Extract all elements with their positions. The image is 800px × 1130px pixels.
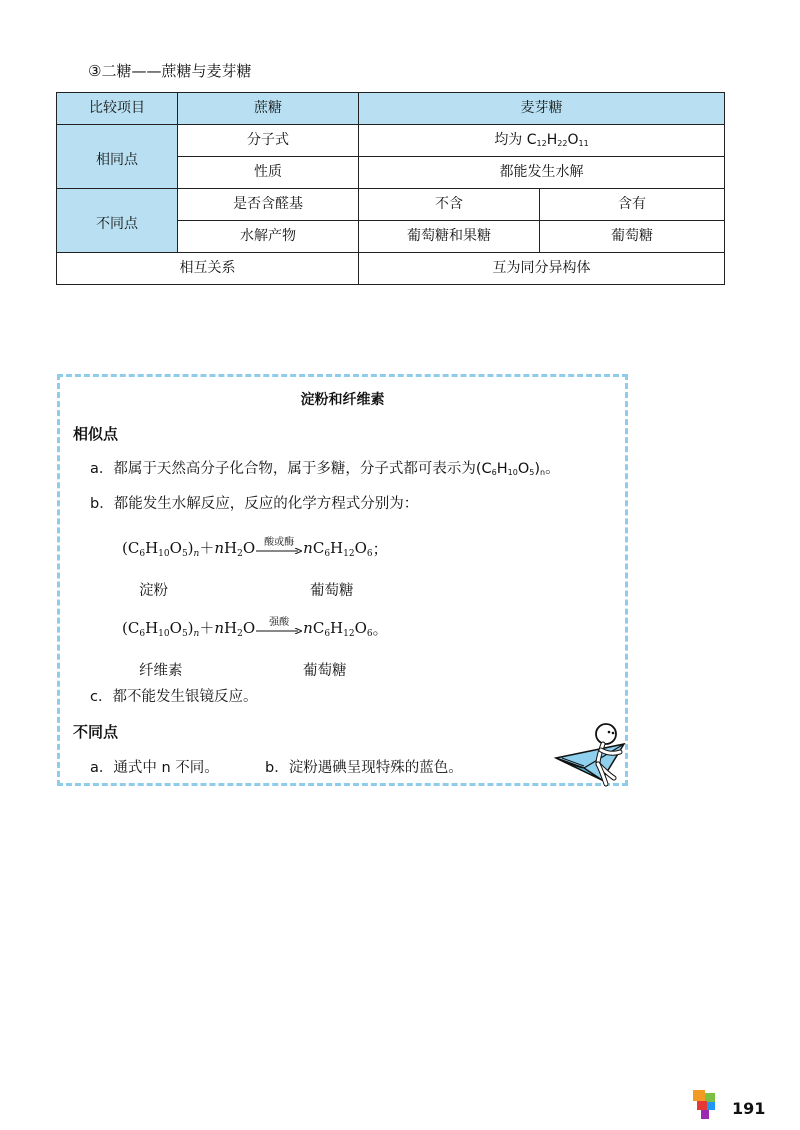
row-item-property: 性质 xyxy=(178,157,359,189)
table-row xyxy=(57,189,725,221)
formula-value: 均为 $C_{12}H_{22}O_{11}$ xyxy=(359,125,725,157)
label-glucose-2: 葡萄糖 xyxy=(303,663,347,679)
relation-label: 相互关系 xyxy=(57,253,359,285)
label-starch: 淀粉 xyxy=(139,583,168,599)
header-compare-item: 比较项目 xyxy=(57,93,178,125)
maltose-hydrolysis: 葡萄糖 xyxy=(540,221,725,253)
page-number: 191 xyxy=(732,1099,766,1118)
section-title: ③二糖——蔗糖与麦芽糖 xyxy=(88,62,252,80)
same-points-label: 相同点 xyxy=(57,125,178,189)
property-value: 都能发生水解 xyxy=(359,157,725,189)
diff-points-label: 不同点 xyxy=(57,189,178,253)
header-sucrose: 蔗糖 xyxy=(178,93,359,125)
starch-cellulose-box xyxy=(57,374,628,786)
similar-point-c: c．都不能发生银镜反应。 xyxy=(90,689,258,705)
sucrose-hydrolysis: 葡萄糖和果糖 xyxy=(359,221,540,253)
similar-point-a: a．都属于天然高分子化合物，属于多糖，分子式都可表示为$(C_6H_{10}O_5)_n$。 xyxy=(90,461,560,477)
equation-starch: $(C_6H_{10}O_5)_n+nH_2O$ 酸或酶 $nC_6H_{12}O_6$ ； xyxy=(122,537,388,559)
row-item-formula: 分子式 xyxy=(178,125,359,157)
sucrose-aldehyde: 不含 xyxy=(359,189,540,221)
row-item-aldehyde: 是否含醛基 xyxy=(178,189,359,221)
paper-plane-mascot-icon xyxy=(554,718,630,790)
header-maltose: 麦芽糖 xyxy=(359,93,725,125)
arrow-icon: 酸或酶 xyxy=(256,541,302,559)
box-title: 淀粉和纤维素 xyxy=(300,392,385,408)
diff-point-a: a．通式中 n 不同。 xyxy=(90,760,219,776)
arrow-icon: 强酸 xyxy=(256,621,302,639)
relation-value: 互为同分异构体 xyxy=(359,253,725,285)
label-glucose-1: 葡萄糖 xyxy=(310,583,354,599)
row-item-hydrolysis: 水解产物 xyxy=(178,221,359,253)
similar-point-b: b．都能发生水解反应，反应的化学方程式分别为： xyxy=(90,496,419,512)
diff-point-b: b．淀粉遇碘呈现特殊的蓝色。 xyxy=(265,760,463,776)
table-row xyxy=(57,125,725,157)
similar-heading: 相似点 xyxy=(73,425,119,443)
label-cellulose: 纤维素 xyxy=(139,663,183,679)
maltose-aldehyde: 含有 xyxy=(540,189,725,221)
diff-heading: 不同点 xyxy=(73,723,119,741)
equation-cellulose: $(C_6H_{10}O_5)_n+nH_2O$ 强酸 $nC_6H_{12}O_6$ 。 xyxy=(122,617,388,639)
table-row xyxy=(57,253,725,285)
publisher-logo-icon xyxy=(691,1088,721,1122)
comparison-table xyxy=(56,92,725,285)
table-header-row xyxy=(57,93,725,125)
